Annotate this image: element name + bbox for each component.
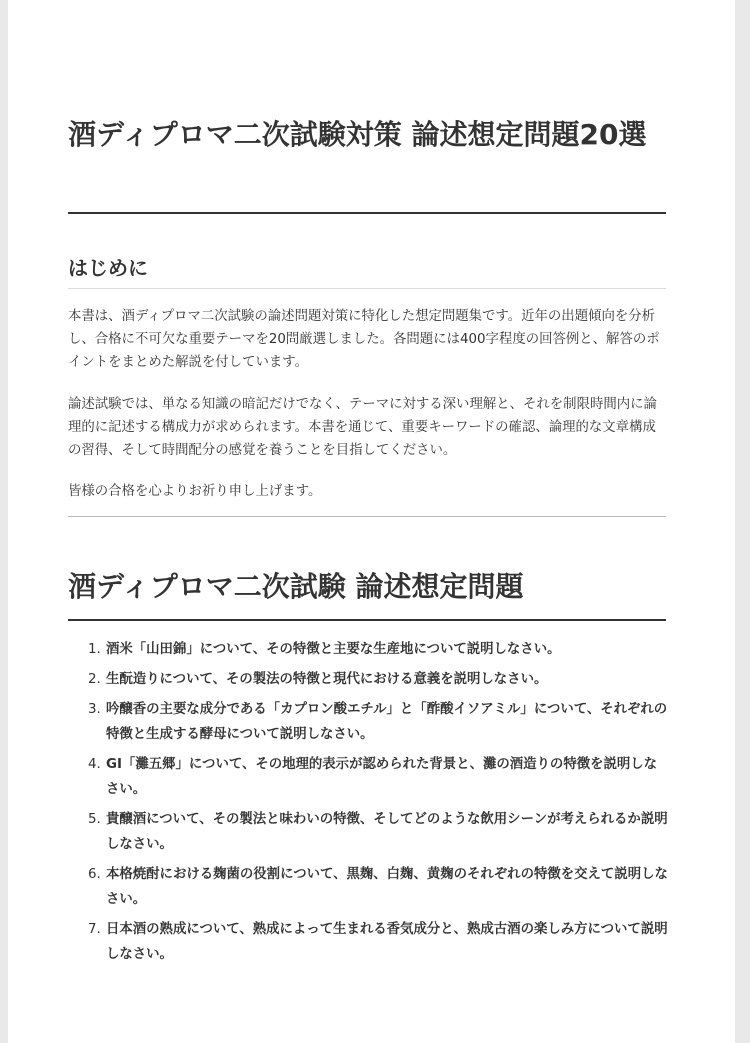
section-title-divider (68, 619, 666, 621)
list-item-number: 1. (88, 642, 101, 657)
intro-paragraph-1: 本書は、酒ディプロマ二次試験の論述問題対策に特化した想定問題集です。近年の出題傾向を分析し、合格に不可欠な重要テーマを20問厳選しました。各問題には400字程度の回答例と、解答のポイントをまとめた解説を付しています。 (68, 309, 660, 370)
list-item-text: 酒米「山田錦」について、その特徴と主要な生産地について説明しなさい。 (106, 642, 561, 657)
intro-paragraph-2: 論述試験では、単なる知識の暗記だけでなく、テーマに対する深い理解と、それを制限時間内に論理的に記述する構成力が求められます。本書を通じて、重要キーワードの確認、論理的な文章構成の習得、そして時間配分の感覚を養うことを目指してください。 (68, 397, 657, 458)
intro-divider (68, 516, 666, 517)
list-item-text: 日本酒の熟成について、熟成によって生まれる香気成分と、熟成古酒の楽しみ方について説明しなさい。 (106, 922, 668, 962)
list-item-text: 貴醸酒について、その製法と味わいの特徴、そしてどのような飲用シーンが考えられるか説明しなさい。 (106, 812, 668, 852)
list-item-number: 4. (88, 757, 101, 772)
title-divider (68, 212, 666, 214)
list-item (68, 667, 668, 692)
question-list (68, 637, 668, 972)
list-item (68, 917, 668, 967)
intro-heading: はじめに (68, 256, 148, 280)
document-title: 酒ディプロマ二次試験対策 論述想定問題20選 (68, 118, 647, 151)
list-item-number: 2. (88, 672, 101, 687)
list-item (68, 807, 668, 857)
list-item (68, 752, 668, 802)
intro-paragraph-3: 皆様の合格を心よりお祈り申し上げます。 (68, 484, 322, 499)
list-item-text: 生酛造りについて、その製法の特徴と現代における意義を説明しなさい。 (106, 672, 548, 687)
list-item-text: 本格焼酎における麹菌の役割について、黒麹、白麹、黄麹のそれぞれの特徴を交えて説明しなさい。 (106, 867, 668, 907)
list-item (68, 862, 668, 912)
list-item-text: GI「灘五郷」について、その地理的表示が認められた背景と、灘の酒造りの特徴を説明しなさい。 (106, 757, 658, 797)
list-item (68, 697, 668, 747)
list-item (68, 637, 668, 662)
list-item-number: 3. (88, 702, 101, 717)
intro-heading-divider (68, 288, 666, 289)
list-item-number: 5. (88, 812, 101, 827)
list-item-number: 7. (88, 922, 101, 937)
section-title: 酒ディプロマ二次試験 論述想定問題 (68, 570, 524, 603)
list-item-text: 吟醸香の主要な成分である「カプロン酸エチル」と「酢酸イソアミル」について、それぞれの特徴と生成する酵母について説明しなさい。 (106, 702, 668, 742)
list-item-number: 6. (88, 867, 101, 882)
